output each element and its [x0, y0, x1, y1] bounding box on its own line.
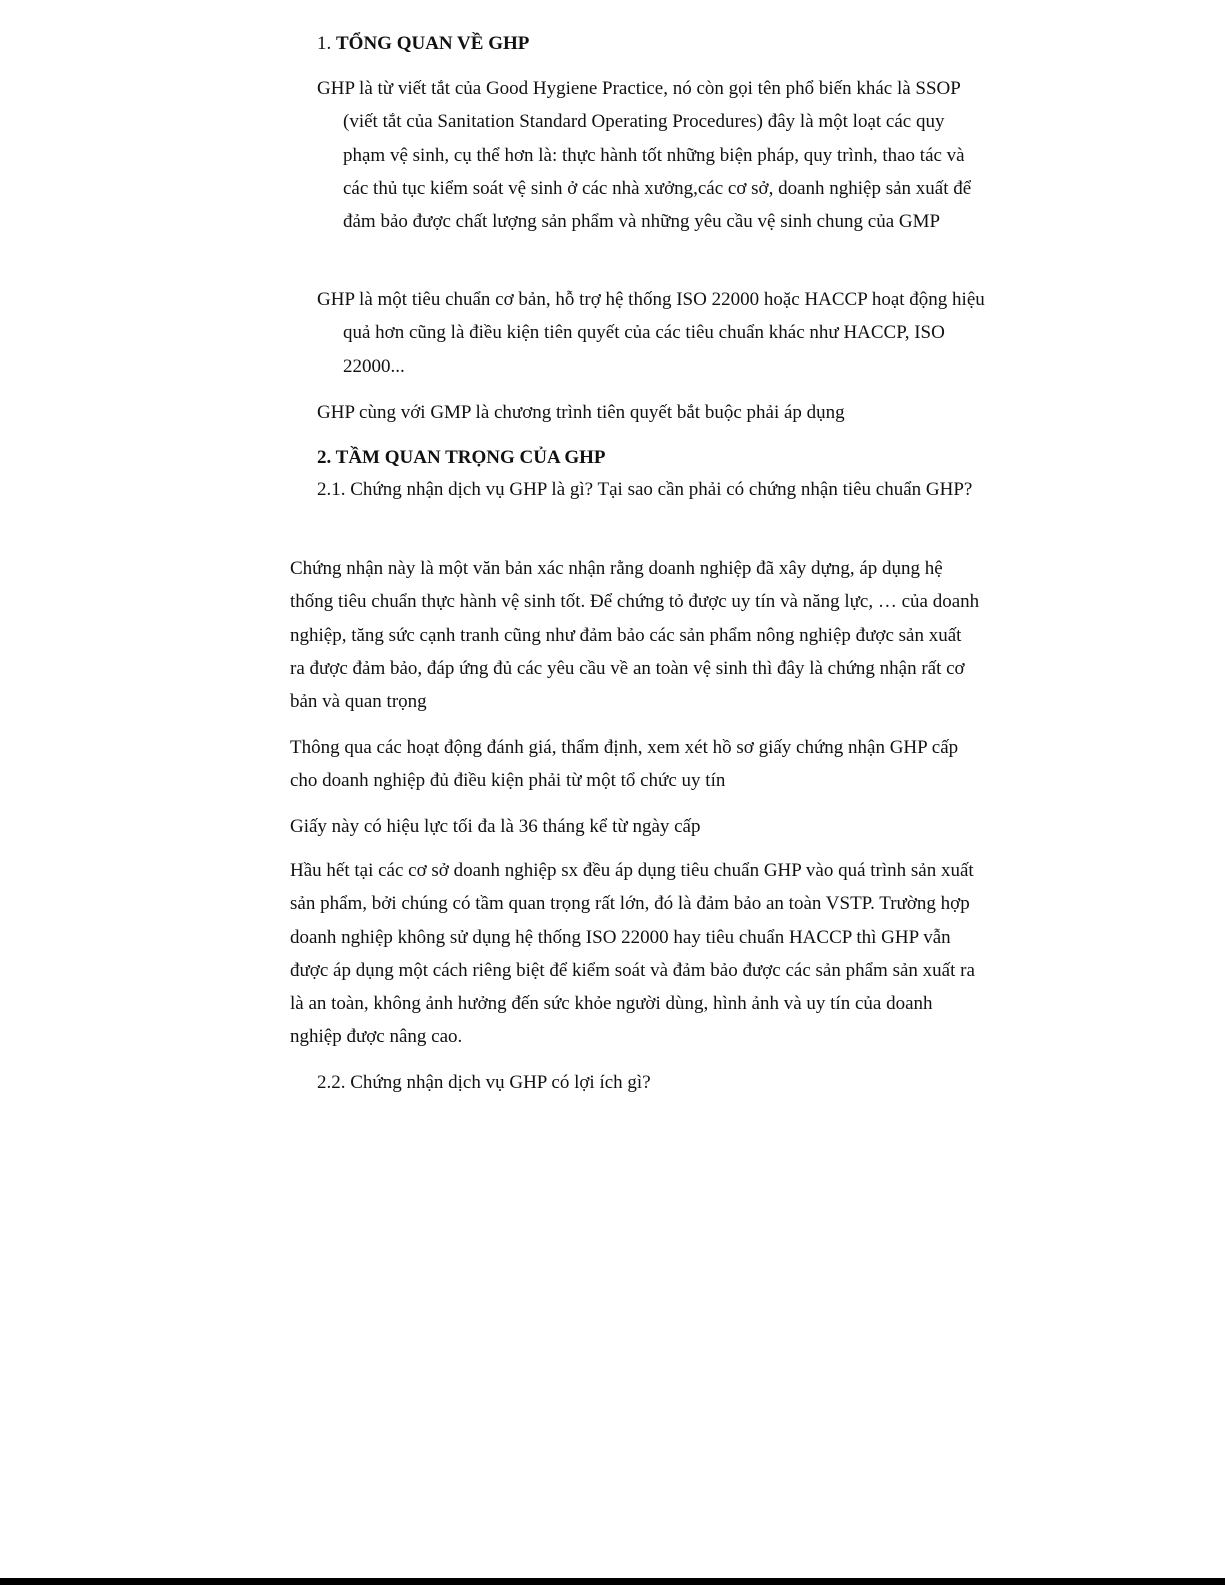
section-1-title: TỔNG QUAN VỀ GHP [336, 33, 530, 54]
page-bottom-edge [0, 1578, 1225, 1585]
section-2-paragraph-3: Giấy này có hiệu lực tối đa là 36 tháng kể từ ngày cấp [290, 816, 701, 837]
section-2-heading: 2. TẦM QUAN TRỌNG CỦA GHP [317, 447, 606, 468]
subsection-2-2-heading: 2.2. Chứng nhận dịch vụ GHP có lợi ích gì? [317, 1072, 651, 1093]
subsection-2-1-heading: 2.1. Chứng nhận dịch vụ GHP là gì? Tại sao cần phải có chứng nhận tiêu chuẩn GHP? [317, 479, 973, 500]
section-1-paragraph-3: GHP cùng với GMP là chương trình tiên quyết bắt buộc phải áp dụng [317, 402, 845, 423]
section-2-paragraph-1: Chứng nhận này là một văn bản xác nhận rằng doanh nghiệp đã xây dựng, áp dụng hệ thống tiêu chuẩn thực hành vệ sinh tốt. Để chứng tỏ được uy tín và năng lực, … của doanh nghiệp, tăng sức cạnh tranh cũng như đảm bảo các sản phẩm nông nghiệp được sản xuất ra được đảm bảo, đáp ứng đủ các yêu cầu về an toàn vệ sinh thì đây là chứng nhận rất cơ bản và quan trọng [290, 558, 980, 713]
section-1-number: 1. [317, 33, 336, 54]
section-1-paragraph-2: GHP là một tiêu chuẩn cơ bản, hỗ trợ hệ thống ISO 22000 hoặc HACCP hoạt động hiệu quả hơn cũng là điều kiện tiên quyết của các tiêu chuẩn khác như HACCP, ISO 22000... [317, 289, 985, 377]
section-2-paragraph-2: Thông qua các hoạt động đánh giá, thẩm định, xem xét hồ sơ giấy chứng nhận GHP cấp cho doanh nghiệp đủ điều kiện phải từ một tổ chức uy tín [290, 737, 959, 792]
section-1-paragraph-1: GHP là từ viết tắt của Good Hygiene Practice, nó còn gọi tên phổ biến khác là SSOP (viết tắt của Sanitation Standard Operating Procedures) đây là một loạt các quy phạm vệ sinh, cụ thể hơn là: thực hành tốt những biện pháp, quy trình, thao tác và các thủ tục kiểm soát vệ sinh ở các nhà xưởng,các cơ sở, doanh nghiệp sản xuất để đảm bảo được chất lượng sản phẩm và những yêu cầu vệ sinh chung của GMP [317, 78, 972, 233]
section-2-paragraph-4: Hầu hết tại các cơ sở doanh nghiệp sx đều áp dụng tiêu chuẩn GHP vào quá trình sản xuất sản phẩm, bởi chúng có tầm quan trọng rất lớn, đó là đảm bảo an toàn VSTP. Trường hợp doanh nghiệp không sử dụng hệ thống ISO 22000 hay tiêu chuẩn HACCP thì GHP vẫn được áp dụng một cách riêng biệt để kiểm soát và đảm bảo được các sản phẩm sản xuất ra là an toàn, không ảnh hưởng đến sức khỏe người dùng, hình ảnh và uy tín của doanh nghiệp được nâng cao. [290, 860, 975, 1048]
section-1-heading [317, 27, 977, 60]
